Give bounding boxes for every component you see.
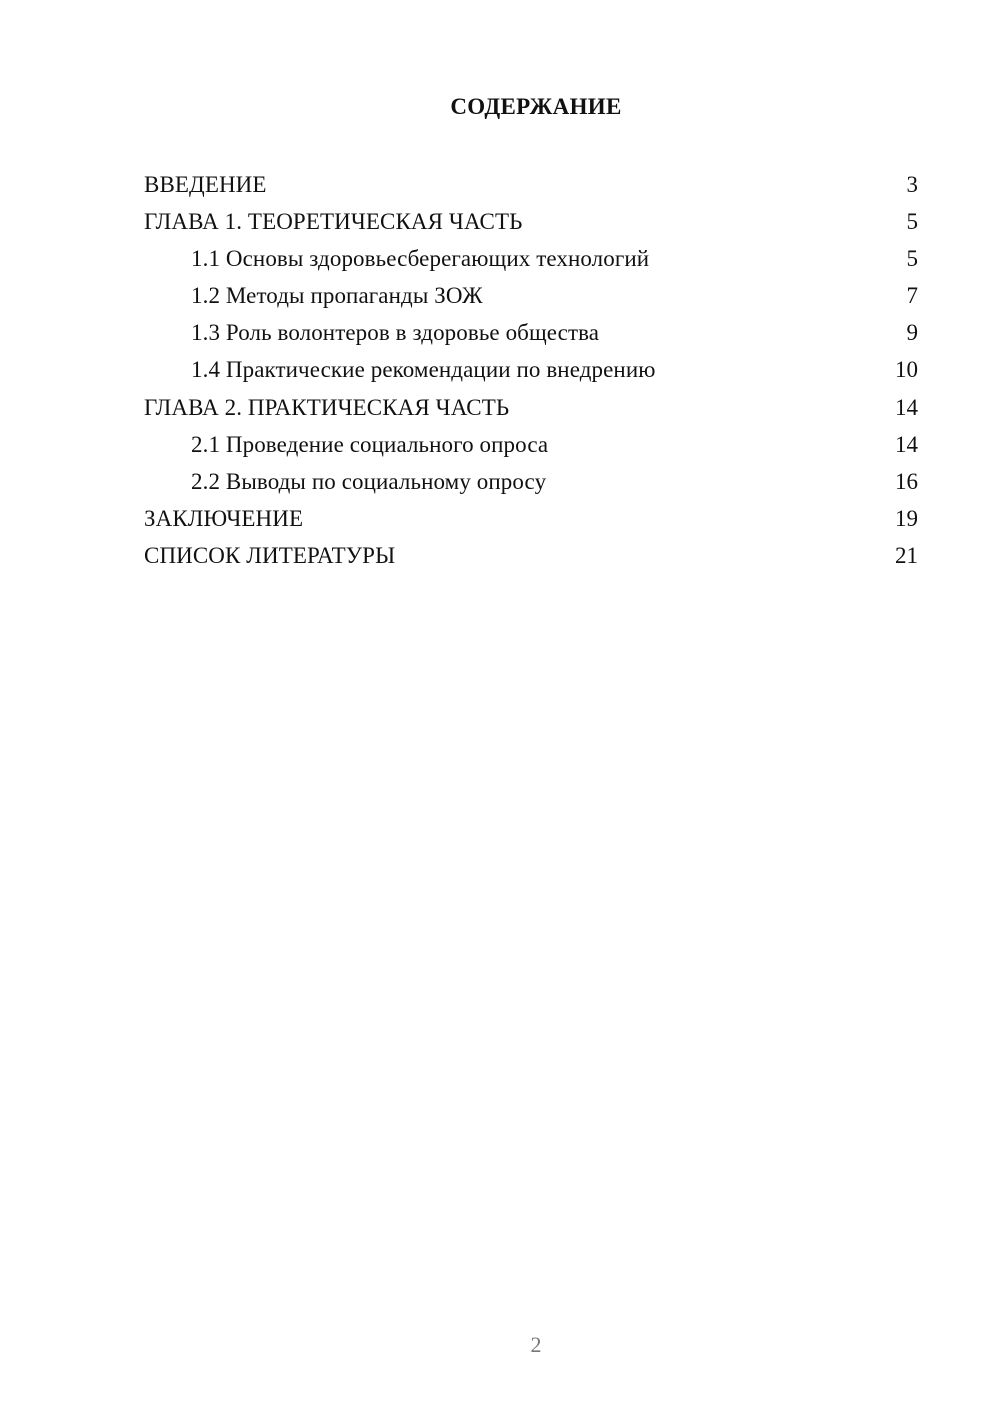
toc-entry-page: 3 — [906, 172, 918, 197]
toc-entry-page: 14 — [895, 431, 918, 457]
toc-entry-page: 5 — [906, 209, 918, 235]
toc-entry-label: 2.1 Проведение социального опроса — [191, 431, 549, 457]
toc-entry-label: 2.2 Выводы по социальному опросу — [191, 468, 547, 494]
toc-entry-section-1-1 — [144, 240, 918, 277]
toc-entry-label: ГЛАВА 2. ПРАКТИЧЕСКАЯ ЧАСТЬ — [144, 394, 510, 420]
toc-entry-page: 5 — [906, 246, 918, 272]
toc-entry-conclusion — [144, 500, 918, 537]
toc-entry-page: 9 — [906, 320, 918, 346]
toc-entry-page: 7 — [906, 283, 918, 309]
toc-entry-label: ЗАКЛЮЧЕНИЕ — [144, 505, 304, 531]
toc-entry-label: 1.1 Основы здоровьесберегающих технологий — [191, 246, 650, 272]
toc-entry-references — [144, 537, 918, 574]
toc-entry-label: 1.3 Роль волонтеров в здоровье общества — [191, 320, 600, 346]
toc-entry-page: 16 — [895, 468, 918, 494]
toc-entry-section-2-2 — [144, 463, 918, 500]
toc-entry-section-1-4 — [144, 351, 918, 388]
toc-entry-label: ВВЕДЕНИЕ — [144, 172, 267, 197]
page-title: СОДЕРЖАНИЕ — [450, 94, 622, 119]
toc-entry-section-2-1 — [144, 426, 918, 463]
toc-entry-chapter-2 — [144, 389, 918, 426]
toc-entry-page: 19 — [895, 505, 918, 531]
toc-entry-section-1-2 — [144, 277, 918, 314]
toc-entry-page: 10 — [895, 357, 918, 383]
table-of-contents — [144, 166, 918, 574]
toc-entry-label: СПИСОК ЛИТЕРАТУРЫ — [144, 542, 396, 568]
page-number: 2 — [530, 1332, 542, 1357]
toc-entry-chapter-1 — [144, 203, 918, 240]
toc-entry-label: 1.2 Методы пропаганды ЗОЖ — [191, 283, 483, 309]
toc-entry-section-1-3 — [144, 314, 918, 351]
toc-entry-page: 21 — [895, 542, 918, 568]
toc-entry-label: ГЛАВА 1. ТЕОРЕТИЧЕСКАЯ ЧАСТЬ — [144, 209, 523, 235]
toc-entry-page: 14 — [895, 394, 918, 420]
toc-entry-label: 1.4 Практические рекомендации по внедрению — [191, 357, 656, 383]
toc-entry-introduction — [144, 166, 918, 203]
